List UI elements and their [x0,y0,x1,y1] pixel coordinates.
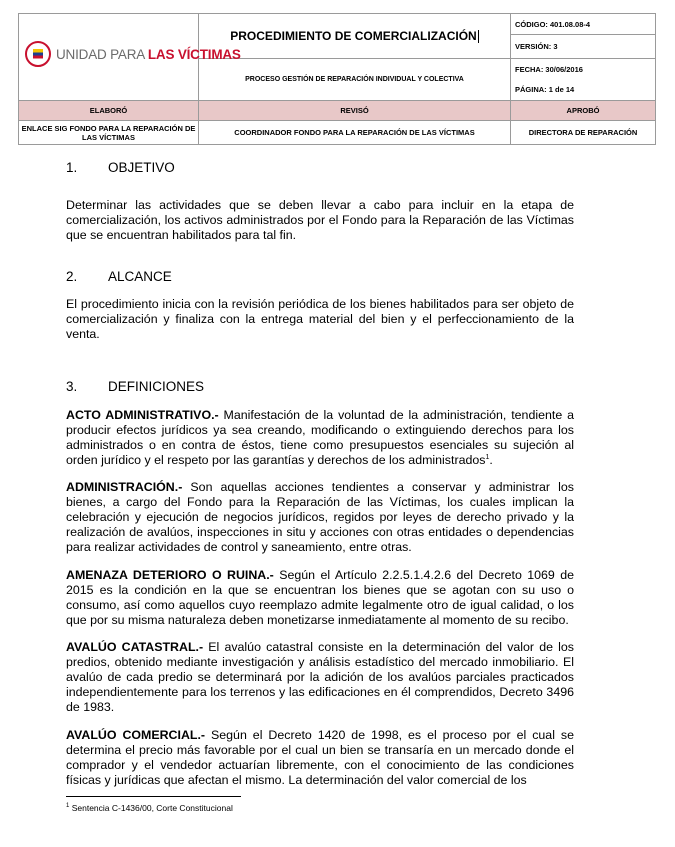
definition-item: AMENAZA DETERIORO O RUINA.- Según el Artículo 2.2.5.1.4.2.6 del Decreto 1069 de 2015 es la condición en la que se encuentran los bienes que se agotan con su uso o consumo, así como aquellos cuyo reemplazo admite legalmente otro de igual calidad, o los que por su misma naturaleza deben monetizarse inmediatamente al momento de su recibo. [66,568,574,627]
section-heading-definiciones: 3. DEFINICIONES [66,379,205,394]
section-text-alcance: El procedimiento inicia con la revisión periódica de los bienes habilitados para ser objeto de comercialización y finaliza con la entrega material del bien y el perfeccionamiento de la venta. [66,297,574,341]
elaboro-value: ENLACE SIG FONDO PARA LA REPARACIÓN DE LAS VÍCTIMAS [19,121,199,145]
definition-term: AMENAZA DETERIORO O RUINA.- [66,568,274,582]
unidad-victimas-logo [25,41,241,67]
document-code: CÓDIGO: 401.08.08-4 [511,14,656,35]
definition-term: AVALÚO CATASTRAL.- [66,640,204,654]
definition-item: AVALÚO CATASTRAL.- El avalúo catastral consiste en la determinación del valor de los predios, obtenido mediante investigación y análisis estadístico del mercado inmobiliario. El avalúo de cada predio se determinará por la adición de los avalúos parciales practicados independientemente para los terrenos y las edificaciones en él comprendidos, Decreto 3496 de 1983. [66,640,575,714]
reviso-header: REVISÓ [199,101,511,121]
reviso-value: COORDINADOR FONDO PARA LA REPARACIÓN DE LAS VÍCTIMAS [199,121,511,145]
document-date-page [511,59,656,101]
footnote-separator [66,796,241,797]
document-process: PROCESO GESTIÓN DE REPARACIÓN INDIVIDUAL Y COLECTIVA [199,59,511,101]
definition-term: ACTO ADMINISTRATIVO.- [66,408,219,422]
footnote-reference: 1 [485,453,490,461]
definition-item: AVALÚO COMERCIAL.- Según el Decreto 1420 de 1998, es el proceso por el cual se determina el precio más favorable por el cual un bien se transaría en un mercado donde el comprador y el vendedor actuarían libremente, con el conocimiento de las condiciones físicas y jurídicas que afectan el mismo. La determinación del valor comercial de los [66,728,574,787]
footnote: $^1$ Sentencia C-1436/00, Corte Constitucional [66,803,233,813]
definition-term: ADMINISTRACIÓN.- [66,480,183,494]
definition-item: ACTO ADMINISTRATIVO.- Manifestación de la voluntad de la administración, tendiente a producir efectos jurídicos ya sea creando, modificando o extinguiendo derechos para los administrados o en contra de éstos, tiene como presupuestos esenciales su sujeción al orden jurídico y el respeto por las garantías y derechos de los administrados$^1$. [66,408,574,467]
document-date: FECHA: 30/06/2016 [515,65,583,74]
document-title: PROCEDIMIENTO DE COMERCIALIZACIÓN [199,14,511,59]
document-version: VERSIÓN: 3 [511,35,656,59]
section-text-objetivo: Determinar las actividades que se deben llevar a cabo para incluir en la etapa de comercialización, los activos administrados por el Fondo para la Reparación de las Víctimas que se encuentran habilitados para tal fin. [66,198,574,242]
colombia-seal-icon [25,41,51,67]
aprobo-value: DIRECTORA DE REPARACIÓN [511,121,656,145]
elaboro-header: ELABORÓ [19,101,199,121]
aprobo-header: APROBÓ [511,101,656,121]
logo-cell [19,14,241,101]
document-page: PÁGINA: 1 de 14 [515,85,575,94]
definition-term: AVALÚO COMERCIAL.- [66,728,206,742]
section-heading-objetivo: 1. OBJETIVO [66,160,175,175]
document-header [18,13,655,144]
footnote-number: 1 [66,803,70,810]
definition-item: ADMINISTRACIÓN.- Son aquellas acciones tendientes a conservar y administrar los bienes, a cargo del Fondo para la Reparación de las Víctimas, los cuales implican la celebración y ejecución de negocios jurídicos, regidos por leyes de derecho privado y la realización de avalúos, inspecciones in situ y acciones con otras entidades o dependencias para realizar actividades de control y saneamiento, entre otras. [66,480,574,554]
logo-wordmark: UNIDAD PARA LAS VÍCTIMAS [56,46,241,62]
section-heading-alcance: 2. ALCANCE [66,269,172,284]
